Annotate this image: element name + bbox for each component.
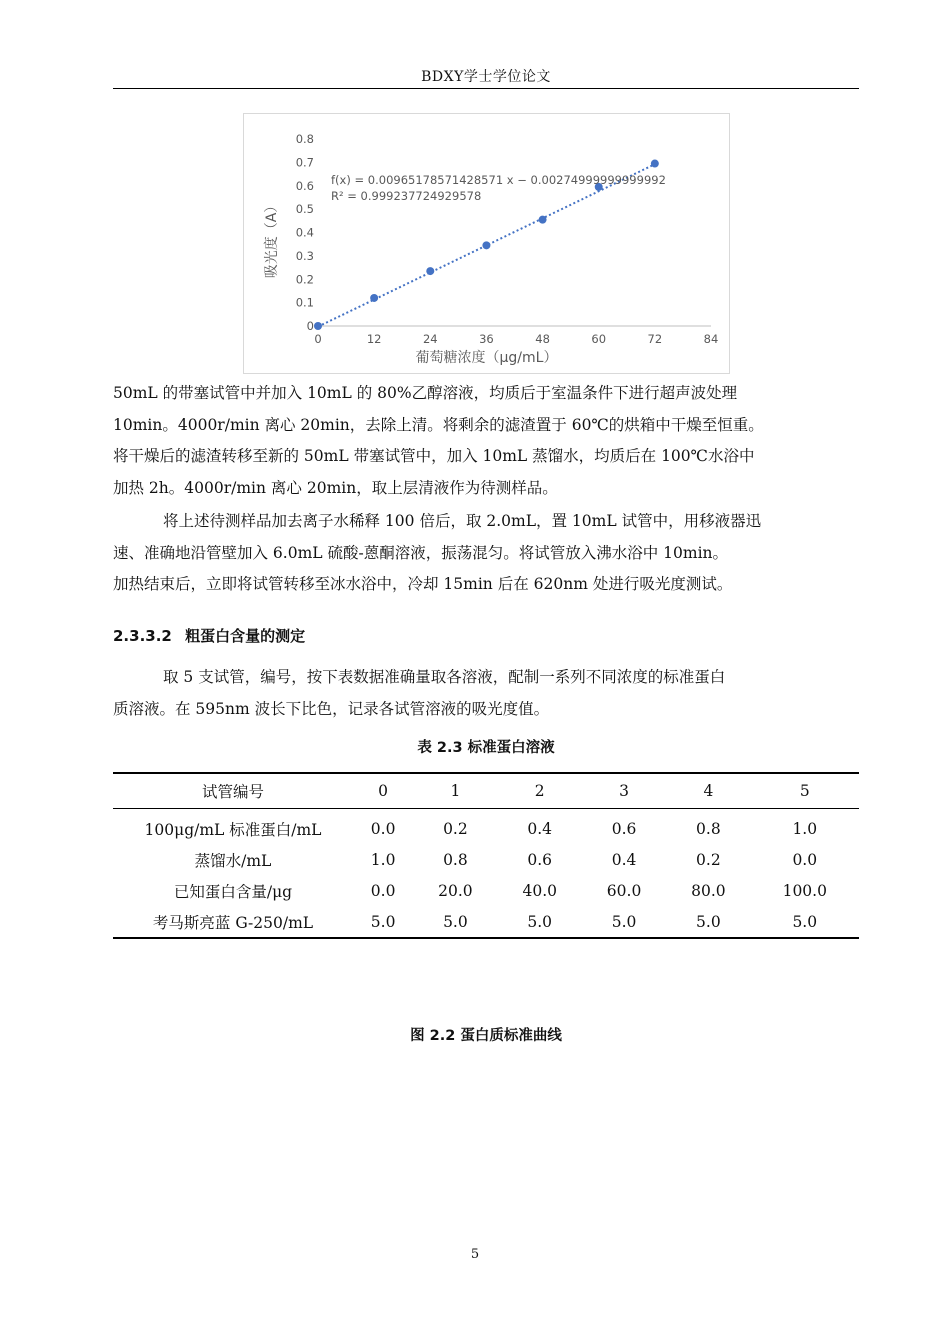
table-cell: 已知蛋白含量/μg [173,882,293,901]
paragraph-line: 速、准确地沿管壁加入 6.0mL 硫酸-蒽酮溶液，振荡混匀。将试管放入沸水浴中 10min。 [113,543,729,562]
y-tick-label: 0.7 [295,155,314,170]
data-point [370,294,378,302]
page-number: 5 [470,1247,480,1262]
x-tick-label: 84 [703,332,719,346]
paragraph-line: 将干燥后的滤渣转移至新的 50mL 带塞试管中，加入 10mL 蒸馏水，均质后在 100℃水浴中 [113,447,755,465]
y-tick-label: 0.8 [295,132,314,146]
data-point [482,241,490,249]
table-header-row [113,773,859,809]
x-tick-label: 12 [366,332,382,346]
table-cell: 100μg/mL 标准蛋白/mL [144,820,322,839]
table-cell: 1.0 [792,819,818,838]
paragraph-line: 10min。4000r/min 离心 20min，去除上清。将剩余的滤渣置于 60℃的烘箱中干燥至恒重。 [113,415,764,434]
x-tick-label: 60 [591,332,607,346]
table-row [113,844,859,875]
paragraph-line: 将上述待测样品加去离子水稀释 100 倍后，取 2.0mL，置 10mL 试管中，用移液器迅 [163,512,762,530]
x-tick-label: 48 [535,332,550,346]
table-header-cell: 1 [450,782,461,800]
x-tick-label: 0 [314,332,322,346]
table-cell: 1.0 [370,850,396,869]
trendline-equation: f(x) = 0.00965178571428571 x − 0.00274999999999992 [331,173,666,187]
r-squared-label: R² = 0.999237724929578 [331,189,482,203]
table-cell: 5.0 [792,912,818,931]
paragraph-line: 50mL 的带塞试管中并加入 10mL 的 80%乙醇溶液，均质后于室温条件下进行超声波处理 [113,384,738,402]
x-tick-label: 24 [422,332,438,346]
data-point [539,216,547,224]
figure-caption: 图 2.2 蛋白质标准曲线 [410,1028,562,1044]
table-cell: 0.0 [370,819,396,838]
table-row [113,906,859,938]
standard-curve-chart [243,113,730,374]
table-cell: 5.0 [611,912,637,931]
table-cell: 5.0 [527,912,553,931]
table-header-cell: 5 [799,782,810,800]
paragraph-line: 质溶液。在 595nm 波长下比色，记录各试管溶液的吸光度值。 [113,699,550,718]
data-point [426,267,434,275]
y-tick-label: 0.6 [295,178,314,193]
table-caption: 表 2.3 标准蛋白溶液 [417,740,555,756]
y-tick-label: 0.4 [295,225,314,240]
table-cell: 80.0 [691,881,726,900]
table-header-cell: 0 [378,782,389,800]
header-title: BDXY学士学位论文 [421,69,551,85]
y-tick-label: 0 [306,319,314,333]
table-cell: 0.2 [696,850,721,869]
paragraph-line: 加热 2h。4000r/min 离心 20min，取上层清液作为待测样品。 [113,478,558,497]
table-cell: 0.8 [696,819,721,838]
header-rule [113,88,859,89]
paragraph-line: 取 5 支试管，编号，按下表数据准确量取各溶液，配制一系列不同浓度的标准蛋白 [163,668,726,686]
table-header-cell: 试管编号 [201,783,264,801]
table-cell: 20.0 [438,881,473,900]
table-row [113,809,859,845]
paragraph-3 [113,662,859,725]
table-header-cell: 4 [703,782,714,800]
table-cell: 60.0 [606,881,642,900]
y-tick-label: 0.2 [295,272,314,287]
table-cell: 100.0 [782,881,827,900]
x-axis-title: 葡萄糖浓度（μg/mL） [415,350,558,366]
x-tick-label: 72 [647,332,663,346]
table-cell: 0.6 [611,819,637,838]
x-tick-label: 36 [479,332,494,346]
table-cell: 蒸馏水/mL [194,851,272,870]
table-cell: 0.6 [527,850,553,869]
section-heading [113,625,305,646]
table-header-cell: 3 [619,782,629,800]
y-axis-title: 吸光度（A） [264,198,280,279]
table-cell: 0.0 [792,850,818,869]
y-tick-label: 0.1 [295,295,314,310]
table-cell: 40.0 [522,881,557,900]
data-point [314,322,322,330]
section-number: 2.3.3.2 [113,627,172,645]
paragraph-1 [113,378,859,504]
y-tick-label: 0.3 [295,248,314,263]
paragraph-2 [113,506,859,601]
table-cell: 0.4 [611,850,637,869]
table-cell: 0.8 [443,850,468,869]
table-cell: 5.0 [696,912,721,931]
data-point [651,160,659,168]
table-cell: 5.0 [370,912,396,931]
table-cell: 0.4 [527,819,553,838]
table-header-cell: 2 [534,782,545,800]
section-title: 粗蛋白含量的测定 [185,627,306,645]
paragraph-line: 加热结束后，立即将试管转移至冰水浴中，冷却 15min 后在 620nm 处进行吸光度测试。 [113,575,733,593]
table-cell: 0.2 [443,819,468,838]
table-cell: 5.0 [443,912,468,931]
table-row [113,875,859,906]
standard-protein-table [113,772,859,939]
chart-svg [244,114,731,375]
table-cell: 考马斯亮蓝 G-250/mL [152,913,314,932]
table-cell: 0.0 [370,881,396,900]
y-tick-label: 0.5 [295,202,314,217]
